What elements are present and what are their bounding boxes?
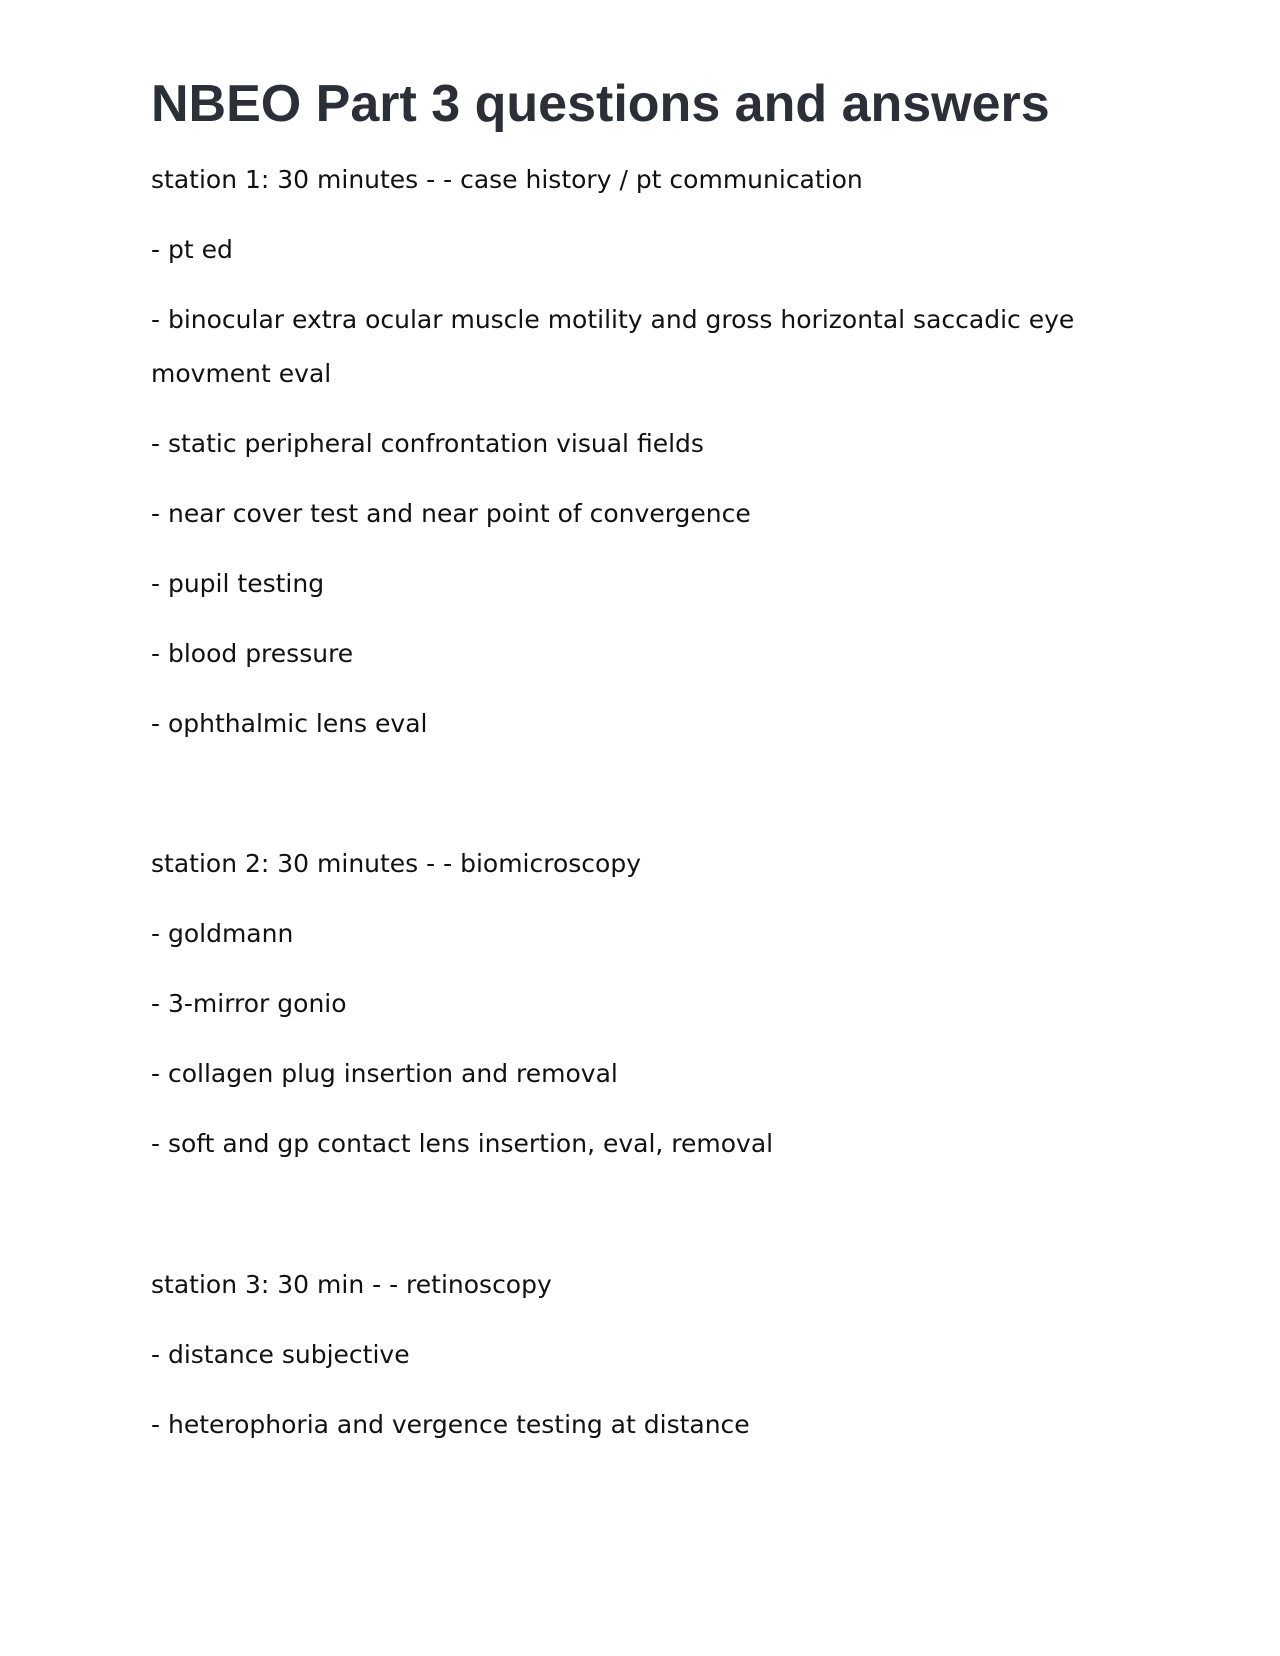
list-item: - near cover test and near point of convergence [151,499,751,528]
list-item: - pupil testing [151,569,325,598]
page-title: NBEO Part 3 questions and answers [151,75,1050,133]
list-item: - 3-mirror gonio [151,989,347,1018]
list-item: - binocular extra ocular muscle motility and gross horizontal saccadic eye [151,305,1075,334]
list-item: - blood pressure [151,639,354,668]
list-item: - goldmann [151,919,294,948]
list-item: - static peripheral confrontation visual fields [151,429,704,458]
station-3-heading: station 3: 30 min - - retinoscopy [151,1270,552,1299]
station-1-heading: station 1: 30 minutes - - case history / pt communication [151,165,863,194]
list-item: - distance subjective [151,1340,410,1369]
list-item: - soft and gp contact lens insertion, eval, removal [151,1129,774,1158]
list-item: - pt ed [151,235,233,264]
list-item: - ophthalmic lens eval [151,709,428,738]
list-item-continuation: movment eval [151,359,332,388]
list-item: - collagen plug insertion and removal [151,1059,618,1088]
station-2-heading: station 2: 30 minutes - - biomicroscopy [151,849,642,878]
list-item: - heterophoria and vergence testing at distance [151,1410,750,1439]
